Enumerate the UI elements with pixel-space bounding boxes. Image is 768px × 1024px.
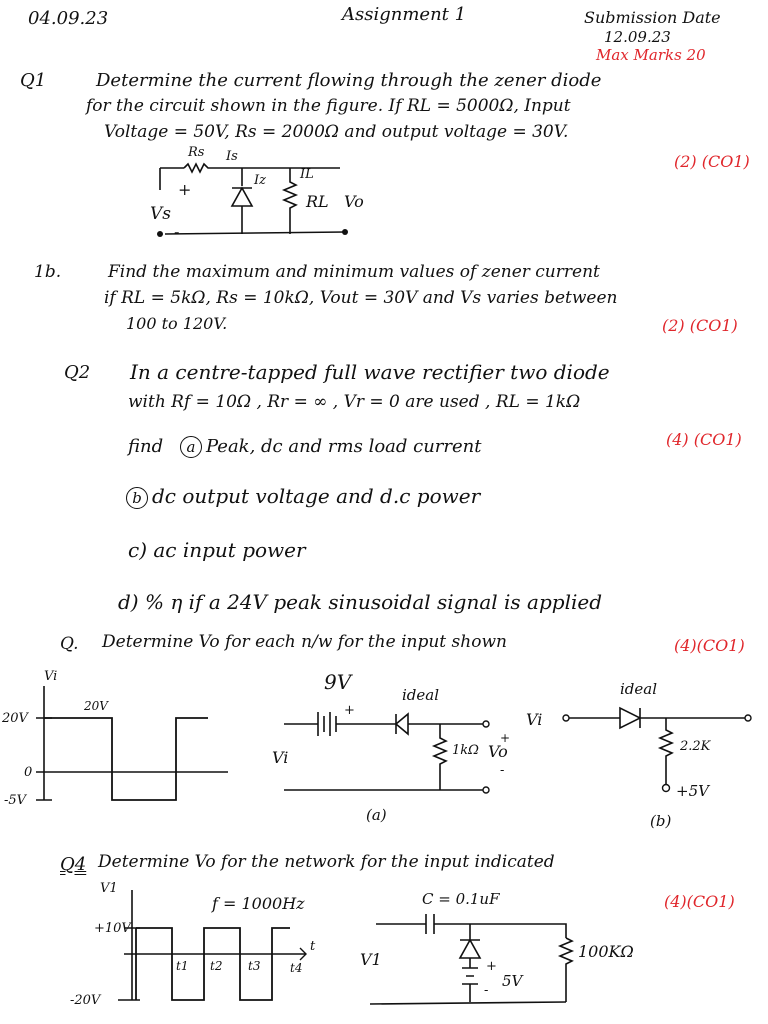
q4-v1-label: V1 [360,950,382,969]
submission-label: Submission Date [584,8,721,27]
q3-marks: (4)(CO1) [674,636,745,655]
q1-line-3: Voltage = 50V, Rs = 2000Ω and output voltage = 30V. [104,122,569,142]
q3b-resistor-label: 2.2K [680,739,711,754]
q1-fig-plus: + [178,180,192,199]
q1-number: Q1 [20,70,47,91]
q1-marks: (2) (CO1) [674,152,750,171]
q4-wave-v1-label: V1 [100,881,118,896]
q4-marks: (4)(CO1) [664,892,735,911]
q2-part-b-marker: b [126,487,148,509]
q3-wave-top-label: 20V [84,699,108,713]
q3a-battery-label: 9V [324,670,352,694]
assignment-title: Assignment 1 [342,4,467,25]
q4-wave-frequency: f = 1000Hz [212,894,305,913]
q3-number: Q. [60,634,79,654]
q4-capacitor-label: C = 0.1uF [422,890,500,908]
q1-fig-vs-label: Vs [150,204,172,224]
q3a-ideal-label: ideal [402,686,440,704]
q3a-vo-minus: - [500,763,505,778]
q2-number: Q2 [64,362,91,383]
q2-part-a-marker: a [180,436,202,458]
q4-wave-t3: t3 [248,959,261,973]
q1-fig-iz-label: Iz [254,173,266,188]
q1-fig-rl-label: RL [306,192,329,211]
q1b-number: 1b. [34,262,62,282]
q4-battery-plus: + [486,959,497,974]
q1b-line-1: Find the maximum and minimum values of zener current [108,262,600,282]
q2-marks: (4) (CO1) [666,430,742,449]
q4-wave-t4: t4 [290,961,303,975]
q3b-ideal-label: ideal [620,680,658,698]
q1-fig-minus: - [174,222,180,241]
q3a-battery-plus: + [344,703,355,718]
q4-wave-t1: t1 [176,959,189,973]
q4-battery-label: 5V [502,972,523,990]
q3a-resistor-label: 1kΩ [452,743,479,758]
q1-line-2: for the circuit shown in the figure. If RL = 5000Ω, Input [86,96,571,116]
q3-wave-y-high: 20V [2,711,28,726]
q4-wave-y-low: -20V [70,993,101,1008]
q3b-vi-label: Vi [526,710,543,729]
q3-wave-y-low: -5V [4,793,27,808]
q1-fig-vo-label: Vo [344,192,364,211]
q1b-line-2: if RL = 5kΩ, Rs = 10kΩ, Vout = 30V and Vs varies between [104,288,618,308]
max-marks: Max Marks 20 [596,46,706,64]
submission-date: 12.09.23 [604,28,671,46]
q2-part-a-text: Peak, dc and rms load current [206,436,482,457]
q2-part-d: d) % η if a 24V peak sinusoidal signal is applied [118,590,602,614]
q4-wave-t-axis: t [310,939,316,954]
q3-wave-y-zero: 0 [24,765,33,780]
q2-line-1: In a centre-tapped full wave rectifier two diode [130,360,610,384]
q1b-marks: (2) (CO1) [662,316,738,335]
q4-battery-minus: - [484,983,489,998]
q2-part-b-text: dc output voltage and d.c power [152,484,481,508]
assignment-date: 04.09.23 [28,8,109,29]
q1b-line-3: 100 to 120V. [126,314,228,333]
q1-fig-rs-label: Rs [188,145,205,160]
q1-fig-is-label: Is [226,149,238,164]
q3a-vo-label: Vo [488,742,508,761]
q4-number: Q4 [60,854,87,875]
q3b-supply-label: +5V [676,782,709,800]
q2-line-2: with Rf = 10Ω , Rr = ∞ , Vr = 0 are used , RL = 1kΩ [128,392,581,412]
q3a-vi-label: Vi [272,748,289,767]
q3b-caption: (b) [650,812,672,830]
q2-part-c: c) ac input power [128,538,306,562]
q3-line-1: Determine Vo for each n/w for the input shown [102,632,507,652]
q3a-vo-plus: + [500,731,511,745]
q1-line-1: Determine the current flowing through the zener diode [96,70,602,91]
q4-resistor-label: 100KΩ [578,942,634,961]
q1-fig-il-label: IL [300,167,314,182]
q3a-caption: (a) [366,806,387,824]
q4-wave-y-high: +10V [94,921,131,936]
q3-wave-vi-label: Vi [44,669,58,684]
q4-wave-t2: t2 [210,959,223,973]
q2-find-label: find [128,436,164,457]
q4-line-1: Determine Vo for the network for the input indicated [98,852,555,872]
